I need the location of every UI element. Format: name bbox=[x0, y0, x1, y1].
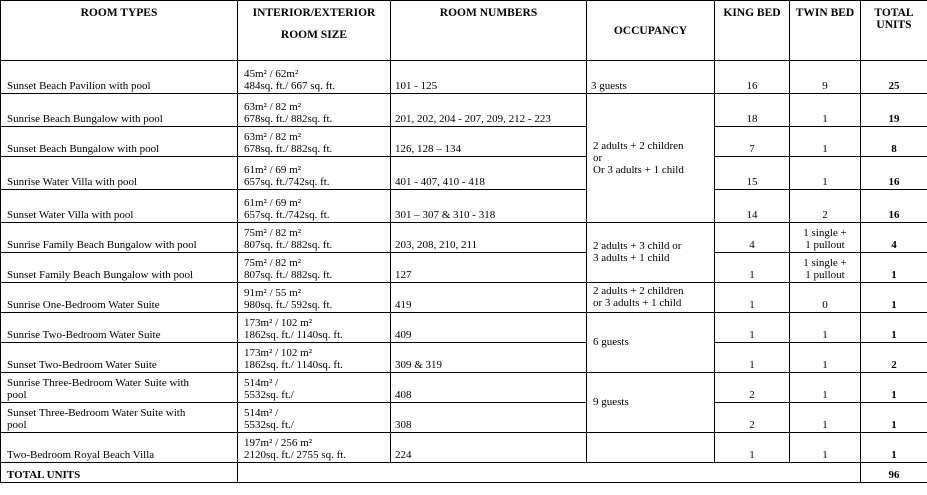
room-type-cell: Sunset Two-Bedroom Water Suite bbox=[1, 343, 238, 373]
total-units-cell: 4 bbox=[861, 223, 927, 253]
size-metric: 61m² / 69 m² bbox=[244, 197, 302, 209]
room-size-cell bbox=[238, 403, 391, 433]
room-size-cell bbox=[238, 127, 391, 157]
size-metric: 173m² / 102 m² bbox=[244, 347, 313, 359]
twin-bed-cell: 1 single + 1 pullout bbox=[790, 253, 861, 283]
king-bed-cell: 18 bbox=[715, 94, 790, 127]
total-units-cell: 1 bbox=[861, 283, 927, 313]
king-bed-cell: 7 bbox=[715, 127, 790, 157]
header-row bbox=[1, 1, 927, 61]
occupancy-cell: 6 guests bbox=[587, 313, 715, 373]
header-twin-bed: TWIN BED bbox=[790, 1, 861, 61]
table-row bbox=[1, 313, 927, 343]
room-size-cell bbox=[238, 157, 391, 190]
size-imperial: 5532sq. ft./ bbox=[244, 389, 294, 401]
room-numbers-cell: 419 bbox=[391, 283, 587, 313]
room-type-cell: Sunrise Water Villa with pool bbox=[1, 157, 238, 190]
occupancy-cell bbox=[587, 433, 715, 463]
king-bed-cell: 1 bbox=[715, 253, 790, 283]
table-row bbox=[1, 373, 927, 403]
size-metric: 514m² / bbox=[244, 377, 279, 389]
room-size-cell bbox=[238, 433, 391, 463]
occupancy-cell: 2 adults + 3 child or 3 adults + 1 child bbox=[587, 223, 715, 283]
room-type-cell: Sunset Water Villa with pool bbox=[1, 190, 238, 223]
twin-bed-cell: 1 bbox=[790, 127, 861, 157]
table-row bbox=[1, 223, 927, 253]
table-row bbox=[1, 433, 927, 463]
room-size-cell bbox=[238, 313, 391, 343]
total-units-cell: 16 bbox=[861, 157, 927, 190]
total-units-cell: 16 bbox=[861, 190, 927, 223]
total-units-cell: 8 bbox=[861, 127, 927, 157]
size-metric: 197m² / 256 m² bbox=[244, 437, 313, 449]
room-numbers-cell: 201, 202, 204 - 207, 209, 212 - 223 bbox=[391, 94, 587, 127]
room-numbers-cell: 126, 128 – 134 bbox=[391, 127, 587, 157]
king-bed-cell: 4 bbox=[715, 223, 790, 253]
header-size-line1: INTERIOR/EXTERIOR bbox=[252, 7, 376, 19]
size-metric: 45m² / 62m² bbox=[244, 68, 299, 80]
size-imperial: 807sq. ft./ 882sq. ft. bbox=[244, 269, 333, 281]
size-metric: 75m² / 82 m² bbox=[244, 227, 302, 239]
twin-bed-cell: 1 bbox=[790, 403, 861, 433]
room-size-cell bbox=[238, 253, 391, 283]
king-bed-cell: 15 bbox=[715, 157, 790, 190]
twin-bed-cell: 1 single + 1 pullout bbox=[790, 223, 861, 253]
room-type-cell: Sunset Beach Bungalow with pool bbox=[1, 127, 238, 157]
size-metric: 63m² / 82 m² bbox=[244, 131, 302, 143]
size-imperial: 484sq. ft./ 667 sq. ft. bbox=[244, 80, 336, 92]
header-king-bed: KING BED bbox=[715, 1, 790, 61]
room-size-cell bbox=[238, 223, 391, 253]
table-row bbox=[1, 253, 927, 283]
room-size-cell bbox=[238, 373, 391, 403]
twin-bed-cell: 0 bbox=[790, 283, 861, 313]
table-row bbox=[1, 94, 927, 127]
size-metric: 63m² / 82 m² bbox=[244, 101, 302, 113]
room-size-cell bbox=[238, 343, 391, 373]
total-units-sum: 96 bbox=[861, 463, 927, 483]
room-size-cell bbox=[238, 94, 391, 127]
occupancy-cell: 3 guests bbox=[587, 61, 715, 94]
room-numbers-cell: 401 - 407, 410 - 418 bbox=[391, 157, 587, 190]
header-room-numbers: ROOM NUMBERS bbox=[391, 1, 587, 61]
size-imperial: 1862sq. ft./ 1140sq. ft. bbox=[244, 359, 343, 371]
table-row bbox=[1, 190, 927, 223]
twin-bed-cell: 1 bbox=[790, 433, 861, 463]
twin-bed-cell: 1 bbox=[790, 94, 861, 127]
twin-bed-cell: 1 bbox=[790, 313, 861, 343]
table-row bbox=[1, 283, 927, 313]
room-numbers-cell: 308 bbox=[391, 403, 587, 433]
footer-empty-cell bbox=[238, 463, 861, 483]
twin-bed-cell: 2 bbox=[790, 190, 861, 223]
size-imperial: 678sq. ft./ 882sq. ft. bbox=[244, 113, 333, 125]
room-numbers-cell: 224 bbox=[391, 433, 587, 463]
total-units-cell: 1 bbox=[861, 253, 927, 283]
total-units-cell: 1 bbox=[861, 433, 927, 463]
table-row bbox=[1, 403, 927, 433]
room-type-cell: Sunrise Family Beach Bungalow with pool bbox=[1, 223, 238, 253]
total-units-cell: 1 bbox=[861, 403, 927, 433]
size-imperial: 2120sq. ft./ 2755 sq. ft. bbox=[244, 449, 347, 461]
total-units-label: TOTAL UNITS bbox=[1, 463, 238, 483]
twin-bed-cell: 1 bbox=[790, 343, 861, 373]
room-numbers-cell: 408 bbox=[391, 373, 587, 403]
occupancy-cell: 2 adults + 2 children or 3 adults + 1 child bbox=[587, 283, 715, 313]
size-imperial: 807sq. ft./ 882sq. ft. bbox=[244, 239, 333, 251]
twin-bed-cell: 9 bbox=[790, 61, 861, 94]
size-imperial: 657sq. ft./742sq. ft. bbox=[244, 176, 330, 188]
occupancy-cell: 2 adults + 2 children or Or 3 adults + 1 child bbox=[587, 94, 715, 223]
room-numbers-cell: 309 & 319 bbox=[391, 343, 587, 373]
size-metric: 514m² / bbox=[244, 407, 279, 419]
header-total-units: TOTAL UNITS bbox=[861, 1, 927, 61]
total-units-cell: 2 bbox=[861, 343, 927, 373]
header-occupancy: OCCUPANCY bbox=[587, 1, 715, 61]
footer-row bbox=[1, 463, 927, 483]
size-imperial: 5532sq. ft./ bbox=[244, 419, 294, 431]
table-row bbox=[1, 343, 927, 373]
total-units-cell: 25 bbox=[861, 61, 927, 94]
table-row bbox=[1, 61, 927, 94]
size-metric: 61m² / 69 m² bbox=[244, 164, 302, 176]
size-metric: 173m² / 102 m² bbox=[244, 317, 313, 329]
king-bed-cell: 2 bbox=[715, 403, 790, 433]
occupancy-cell: 9 guests bbox=[587, 373, 715, 433]
room-type-cell: Sunrise Two-Bedroom Water Suite bbox=[1, 313, 238, 343]
total-units-cell: 1 bbox=[861, 313, 927, 343]
king-bed-cell: 16 bbox=[715, 61, 790, 94]
size-imperial: 678sq. ft./ 882sq. ft. bbox=[244, 143, 333, 155]
total-units-cell: 19 bbox=[861, 94, 927, 127]
size-imperial: 980sq. ft./ 592sq. ft. bbox=[244, 299, 333, 311]
room-numbers-cell: 101 - 125 bbox=[391, 61, 587, 94]
room-size-cell bbox=[238, 61, 391, 94]
total-units-cell: 1 bbox=[861, 373, 927, 403]
twin-bed-cell: 1 bbox=[790, 373, 861, 403]
size-metric: 91m² / 55 m² bbox=[244, 287, 302, 299]
room-numbers-cell: 127 bbox=[391, 253, 587, 283]
table-row bbox=[1, 127, 927, 157]
room-type-cell: Sunset Three-Bedroom Water Suite with pool bbox=[1, 403, 238, 433]
twin-bed-cell: 1 bbox=[790, 157, 861, 190]
size-imperial: 1862sq. ft./ 1140sq. ft. bbox=[244, 329, 343, 341]
header-room-size bbox=[238, 1, 391, 61]
room-numbers-cell: 301 – 307 & 310 - 318 bbox=[391, 190, 587, 223]
king-bed-cell: 1 bbox=[715, 343, 790, 373]
king-bed-cell: 1 bbox=[715, 283, 790, 313]
room-numbers-cell: 409 bbox=[391, 313, 587, 343]
room-type-cell: Sunset Family Beach Bungalow with pool bbox=[1, 253, 238, 283]
table-row bbox=[1, 157, 927, 190]
king-bed-cell: 1 bbox=[715, 313, 790, 343]
room-type-cell: Two-Bedroom Royal Beach Villa bbox=[1, 433, 238, 463]
king-bed-cell: 2 bbox=[715, 373, 790, 403]
header-size-line2: ROOM SIZE bbox=[280, 29, 348, 41]
room-numbers-cell: 203, 208, 210, 211 bbox=[391, 223, 587, 253]
header-room-types: ROOM TYPES bbox=[1, 1, 238, 61]
king-bed-cell: 14 bbox=[715, 190, 790, 223]
room-size-cell bbox=[238, 283, 391, 313]
room-size-cell bbox=[238, 190, 391, 223]
king-bed-cell: 1 bbox=[715, 433, 790, 463]
size-metric: 75m² / 82 m² bbox=[244, 257, 302, 269]
size-imperial: 657sq. ft./742sq. ft. bbox=[244, 209, 330, 221]
room-type-cell: Sunrise One-Bedroom Water Suite bbox=[1, 283, 238, 313]
room-type-cell: Sunset Beach Pavilion with pool bbox=[1, 61, 238, 94]
room-type-cell: Sunrise Three-Bedroom Water Suite with pool bbox=[1, 373, 238, 403]
room-type-cell: Sunrise Beach Bungalow with pool bbox=[1, 94, 238, 127]
